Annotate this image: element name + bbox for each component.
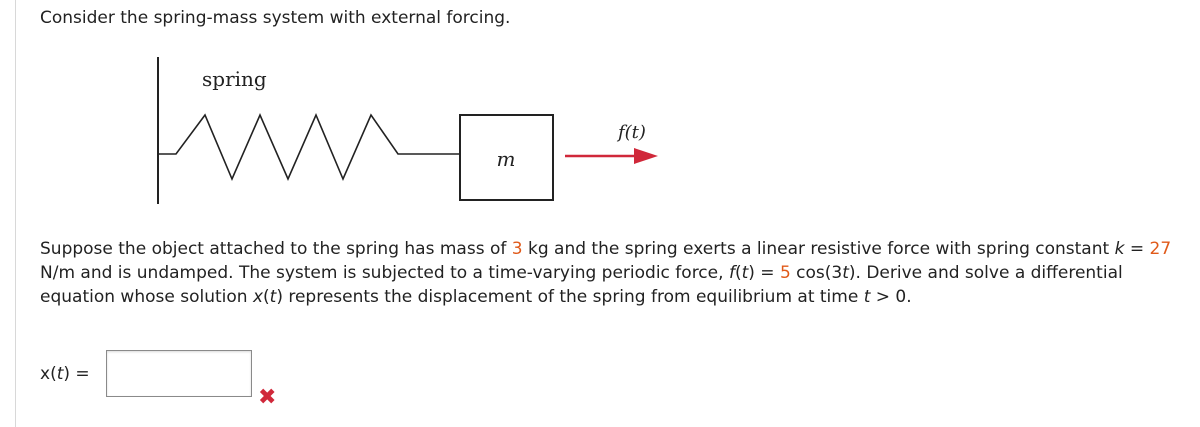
- t-variable: t: [863, 287, 871, 307]
- t-variable: t: [56, 364, 64, 384]
- question-part: cos(3: [790, 263, 843, 283]
- question-part: ) represents the displacement of the spring from equilibrium at time: [276, 287, 864, 307]
- x-variable: x: [40, 364, 51, 384]
- answer-label-part: ) =: [63, 364, 90, 384]
- left-border-line: [15, 0, 16, 427]
- question-part: > 0.: [870, 287, 912, 307]
- question-part: Suppose the object attached to the spring has mass of: [40, 239, 512, 259]
- question-part: =: [1124, 239, 1150, 259]
- question-part: N/m and is undamped. The system is subjected to a time-varying periodic force,: [40, 263, 729, 283]
- force-label: f(t): [618, 122, 646, 143]
- spring-label: spring: [202, 67, 267, 91]
- intro-text: Consider the spring-mass system with external forcing.: [40, 8, 511, 28]
- answer-label-part: (: [50, 364, 57, 384]
- force-amplitude-value: 5: [779, 263, 791, 283]
- answer-input[interactable]: [106, 350, 252, 397]
- question-part: (: [734, 263, 742, 283]
- diagram-svg: [140, 52, 680, 212]
- f-variable: f: [728, 263, 735, 283]
- answer-label: [40, 364, 90, 384]
- t-variable: t: [269, 287, 277, 307]
- spring-constant-value: 27: [1149, 239, 1172, 259]
- question-part: (: [263, 287, 270, 307]
- cross-icon: ✖: [258, 385, 277, 410]
- spring-mass-diagram: [140, 52, 680, 212]
- spring-coil: [158, 115, 460, 179]
- question-part: ). Derive and solve a differential equation whose solution: [40, 263, 1123, 307]
- k-variable: k: [1114, 239, 1125, 259]
- question-text: [40, 237, 1180, 309]
- mass-label: m: [496, 147, 516, 171]
- t-variable: t: [741, 263, 749, 283]
- question-part: ) =: [748, 263, 780, 283]
- t-variable: t: [842, 263, 849, 283]
- question-part: kg and the spring exerts a linear resistive force with spring constant: [522, 239, 1115, 259]
- force-arrow-head: [634, 148, 658, 164]
- mass-value: 3: [511, 239, 523, 259]
- x-variable: x: [252, 287, 263, 307]
